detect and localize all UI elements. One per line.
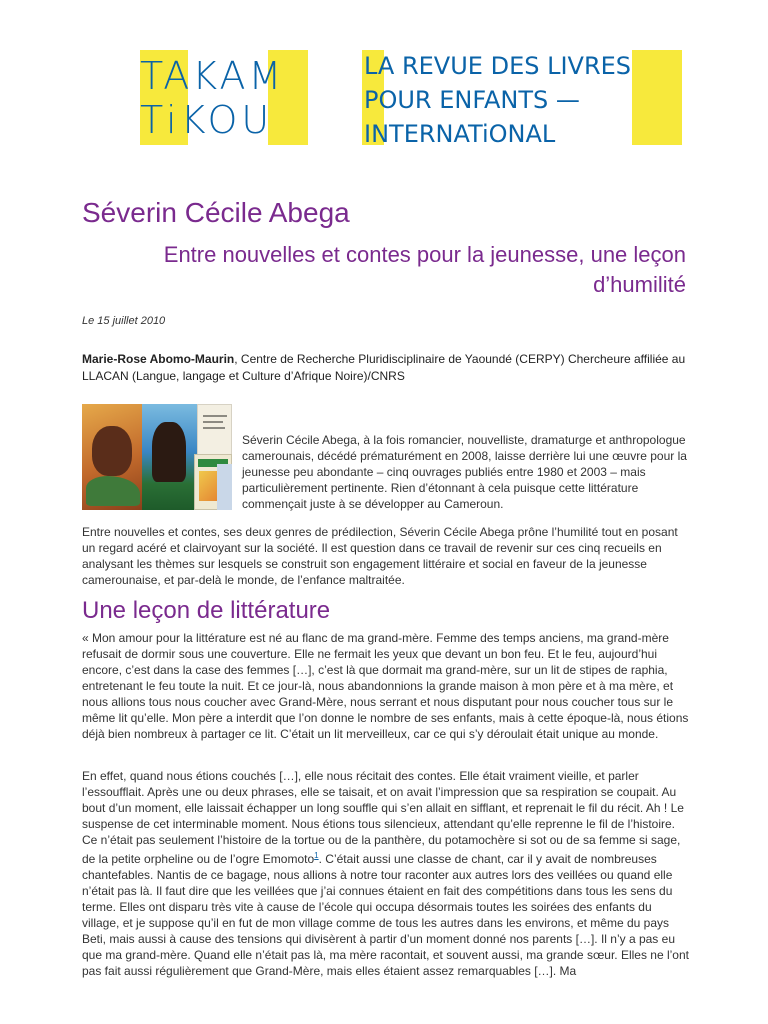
quote-paragraph: « Mon amour pour la littérature est né au flanc de ma grand-mère. Femme des temps anciens, ma grand-mère refusait de dormir sous une couverture. Elle ne fermait les yeux que devant un bon feu. Et le feu, aujourd’hui encore, c’est dans la case des femmes […], c’est là que dormait ma grand-mère, sur un lit de stipes de raphia, entretenant le feu toute la nuit. Et ce jour-là, nous abandonnions la grande maison à mon père et à ma mère, et nous allions tous nous coucher avec Grand-Mère, nous serrant et nous disputant pour nous coucher tous sur le même lit qu’elle. Mon père a interdit que l’on donne le nombre de ses enfants, mais à cette époque-là, nous étions déjà bien nombreux à partager ce lit. C’était un lit merveilleux, car ce qui s’y déroulait était unique au monde. [82,631,689,741]
section-heading: Une leçon de littérature [82,597,331,624]
quote-paragraph [82,768,692,979]
book-cover [217,464,232,510]
tagline-line-3: INTERNATiONAL [364,120,556,148]
book-cover [142,404,197,510]
tagline-yellow-block [632,50,682,145]
quote-text: En effet, quand nous étions couchés […], elle nous récitait des contes. Elle était vraiment vieille, et parler l’essoufflait. Après une ou deux phrases, elle se taisait, et on avait l’impression que sa respiration se coupait. Au bout d’un moment, elle laissait échapper un long souffle qui s’en allait en sifflant, et reprenait le fil du récit. Ah ! Le suspense de cet interminable moment. Nous étions tous silencieux, attendant qu’elle reprenne le fil de l’histoire. Ce n’était pas seulement l’histoire de la tortue ou de la panthère, du potamochère si sot ou de sa femme si sage, de la petite orpheline ou de l’ogre Emomoto [82,769,684,866]
tagline-line-2: POUR ENFANTS — [364,86,580,114]
book-cover [82,404,144,510]
body-paragraph: Entre nouvelles et contes, ses deux genres de prédilection, Séverin Cécile Abega prône l’humilité tout en posant un regard acéré et clairvoyant sur la société. Il est question dans ce travail de revenir sur ces cinq recueils en analysant les thèmes sur lesquels se construit son engagement littéraire et social en faveur de la jeunesse camerounaise, et par-delà le monde, de l’enfance maltraitée. [82,525,678,587]
author-affiliation: , Centre de Recherche Pluridisciplinaire de Yaoundé (CERPY) Chercheure affiliée au LLACAN (Langue, langage et Culture d’Afrique Noire)/CNRS [82,352,686,383]
footnote-link[interactable]: 1 [314,851,319,860]
tagline-line-1: LA REVUE DES LIVRES [364,52,632,80]
author-name: Marie-Rose Abomo-Maurin [82,352,235,366]
quote-text: . C’était aussi une classe de chant, car il y avait de nombreuses chantefables. Nantis de ce bagage, nous allions à notre tour raconter aux autres lors des veillées ou quand elle n’était pas là. Il faut dire que les veillées que j’ai connues étaient en fait des compétitions dans tous les sens du terme. Elles ont disparu très vite à cause de l’école qui occupa désormais toutes les soirées des enfants du village, et je suppose qu’il en fut de mon village comme de tous les autres dans les environs, et même du pays Beti, mais aussi à cause des tensions qui divisèrent à partir d’un moment donné nos parents […]. Il n’y a pas eu que ma grand-mère. Quand elle n’était pas là, ma mère racontait, et souvent aussi, ma grande sœur. Elles ne l’ont pas fait aussi régulièrement que Grand-Mère, mais elles étaient assez remarquables […]. Ma [82,852,689,978]
article-subtitle: Entre nouvelles et contes pour la jeunesse, une leçon d’humilité [163,242,686,297]
book-cover [197,404,232,456]
masthead [0,40,768,148]
book-covers-image [82,404,232,510]
article-title: Séverin Cécile Abega [82,197,350,228]
logo-takam: TAKAM [140,54,285,98]
logo-tikou: TiKOU [140,98,274,142]
intro-paragraph: Séverin Cécile Abega, à la fois romancier, nouvelliste, dramaturge et anthropologue camerounais, décédé prématurément en 2008, laisse derrière lui une œuvre pour la jeunesse peu abondante – cinq ouvrages publiés entre 1980 et 2003 – mais particulièrement pertinente. Rien d’étonnant à cela puisque cette littérature commençait juste à se développer au Cameroun. [242,433,687,511]
publication-date: Le 15 juillet 2010 [82,315,166,327]
author-line [82,351,692,385]
